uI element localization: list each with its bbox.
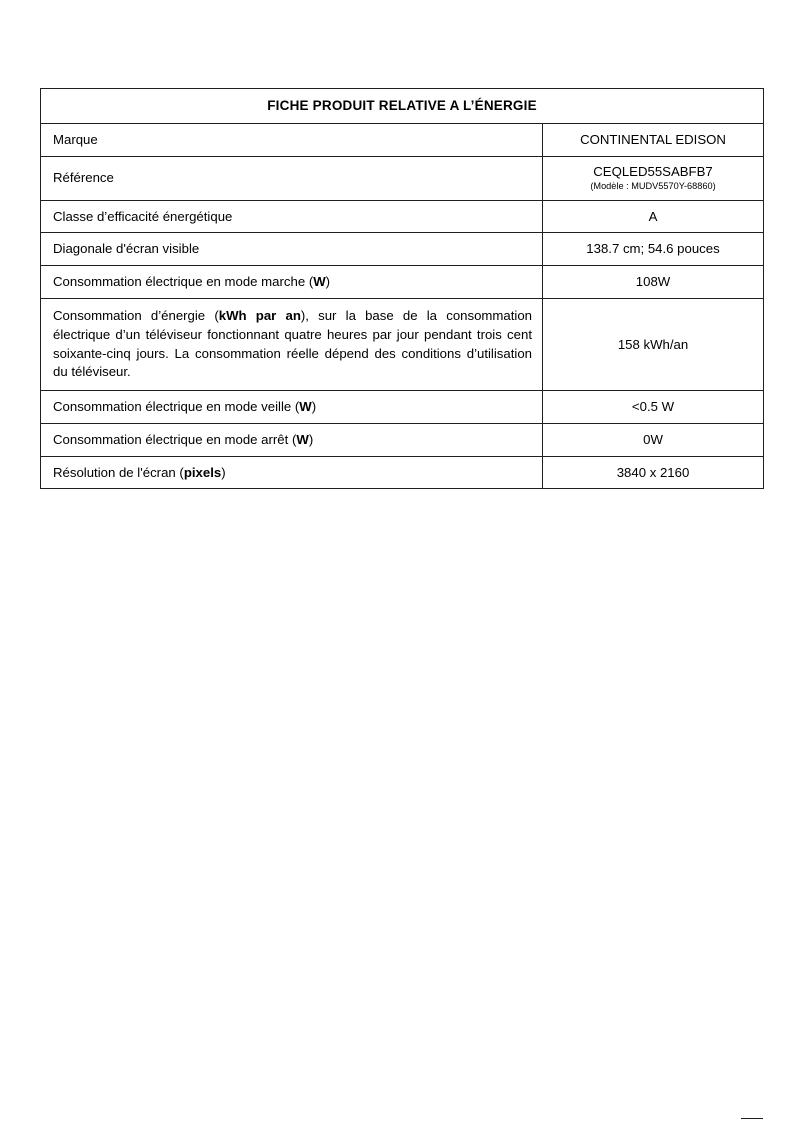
product-information-table bbox=[40, 88, 764, 489]
label-unit: pixels bbox=[183, 464, 222, 480]
table-row-title bbox=[41, 89, 764, 124]
row-label-energy-class: Classe d’efficacité énergétique bbox=[41, 200, 543, 233]
table-row bbox=[41, 390, 764, 423]
row-value-on-mode-power: 108W bbox=[543, 266, 764, 299]
label-text: Consommation d’énergie ( bbox=[53, 308, 219, 324]
row-label-annual-consumption bbox=[41, 299, 543, 391]
table-row bbox=[41, 233, 764, 266]
table-row bbox=[41, 156, 764, 200]
label-text-end: ) bbox=[311, 398, 317, 414]
label-unit: W bbox=[299, 398, 312, 414]
row-label-standby-power bbox=[41, 390, 543, 423]
label-text: Consommation électrique en mode arrêt ( bbox=[53, 431, 297, 447]
label-text-end: ) bbox=[325, 274, 331, 290]
row-value-brand: CONTINENTAL EDISON bbox=[543, 124, 764, 157]
label-unit: kWh par an bbox=[218, 308, 301, 324]
label-text: Consommation électrique en mode marche ( bbox=[53, 274, 314, 290]
label-text-end: ) bbox=[221, 464, 226, 480]
table-row bbox=[41, 200, 764, 233]
label-text-post: ), sur la base de la bbox=[300, 308, 438, 324]
label-text: Consommation électrique en mode veille ( bbox=[53, 398, 300, 414]
row-label-screen-diagonal: Diagonale d'écran visible bbox=[41, 233, 543, 266]
label-unit: W bbox=[313, 274, 326, 290]
label-line4: dépend des conditions d’utilisation du téléviseur. bbox=[53, 345, 532, 380]
table-title: FICHE PRODUIT RELATIVE A L’ÉNERGIE bbox=[41, 89, 764, 124]
row-label-screen-resolution bbox=[41, 456, 543, 489]
label-text: Résolution de l'écran ( bbox=[53, 464, 184, 480]
table-row bbox=[41, 124, 764, 157]
reference-code: CEQLED55SABFB7 bbox=[593, 163, 713, 179]
row-value-energy-class: A bbox=[543, 200, 764, 233]
row-label-brand: Marque bbox=[41, 124, 543, 157]
row-value-off-mode-power: 0W bbox=[543, 423, 764, 456]
row-label-on-mode-power bbox=[41, 266, 543, 299]
reference-model: (Modèle : MUDV5570Y-68860) bbox=[590, 180, 716, 191]
row-value-reference bbox=[543, 156, 764, 200]
row-label-reference: Référence bbox=[41, 156, 543, 200]
row-label-off-mode-power bbox=[41, 423, 543, 456]
label-line3: jour pendant trois cent soixante-cinq jours. La consommation réelle bbox=[53, 326, 532, 361]
row-value-screen-diagonal: 138.7 cm; 54.6 pouces bbox=[543, 233, 764, 266]
row-value-annual-consumption: 158 kWh/an bbox=[543, 299, 764, 391]
row-value-screen-resolution: 3840 x 2160 bbox=[543, 456, 764, 489]
page-edge-mark bbox=[741, 1118, 763, 1119]
table-row bbox=[41, 456, 764, 489]
label-line2: consommation électrique d’un téléviseur fonctionnant quatre heures par bbox=[53, 308, 532, 342]
table-row bbox=[41, 299, 764, 391]
table-row bbox=[41, 266, 764, 299]
product-fiche bbox=[40, 88, 763, 489]
table-row bbox=[41, 423, 764, 456]
label-unit: W bbox=[296, 431, 309, 447]
row-value-standby-power: <0.5 W bbox=[543, 390, 764, 423]
label-text-end: ) bbox=[308, 431, 314, 447]
